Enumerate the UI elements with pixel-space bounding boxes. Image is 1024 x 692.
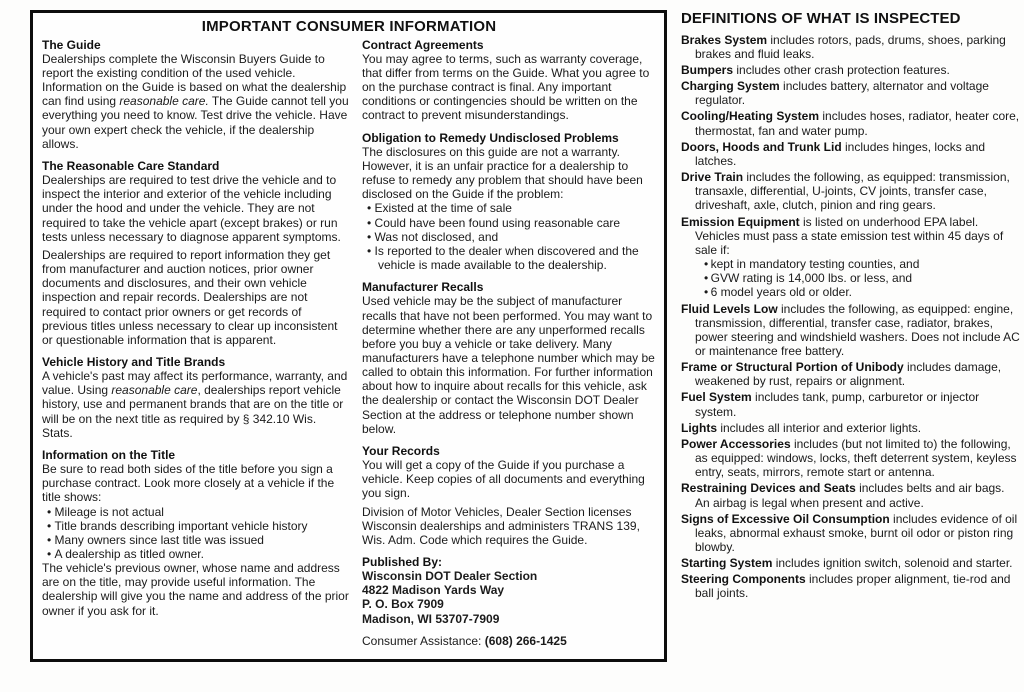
text-run: Dealerships complete the Wisconsin Buyers Guide to report the existing condition of the used vehicle. Information on the Guide is based on what the dealership can find using — [42, 51, 347, 109]
definition-text: includes ignition switch, solenoid and starter. — [775, 556, 1013, 571]
definition-item — [681, 360, 1021, 388]
section — [42, 448, 350, 618]
definition-item — [681, 170, 1021, 212]
definition-text: includes belts and air bags. An airbag is legal when present and active. — [695, 481, 1005, 510]
definition-item — [681, 215, 1021, 300]
definition-term: Power Accessories — [681, 436, 794, 451]
definition-item — [681, 437, 1021, 479]
bullet-item: • Is reported to the dealer when discovered and the vehicle is made available to the dealership. — [367, 244, 656, 272]
paragraph — [42, 369, 350, 440]
text-run: The Guide cannot tell you everything you need to know. Test drive the vehicle. Have your own expert check the vehicle, if the dealership allows. — [42, 94, 349, 151]
definition-text: includes battery, alternator and voltage regulator. — [695, 79, 989, 108]
definition-term: Steering Components — [681, 572, 810, 587]
definition-text: includes hoses, radiator, heater core, thermostat, fan and water pump. — [695, 109, 1020, 138]
consumer-info-title: IMPORTANT CONSUMER INFORMATION — [201, 18, 497, 35]
section-heading: Vehicle History and Title Brands — [42, 354, 226, 369]
bullet-item: • Title brands describing important vehicle history — [47, 519, 350, 533]
definition-term: Bumpers — [681, 63, 737, 77]
definition-term: Restraining Devices and Seats — [681, 481, 860, 496]
definition-item — [681, 390, 1021, 418]
text-run: (608) 266-1425 — [484, 633, 567, 648]
bullet-list — [362, 201, 656, 272]
definition-item — [681, 63, 1021, 77]
definition-text: includes other crash protection features. — [736, 63, 950, 77]
definition-term: Frame or Structural Portion of Unibody — [681, 360, 908, 375]
section — [362, 131, 656, 273]
definition-text: includes the following, as equipped: engine, transmission, differential, transfer case, radiator, brakes, power steering and windshield washers. Does not include AC or maintenance free battery. — [695, 301, 1020, 358]
definition-text: includes damage, weakened by rust, repairs or alignment. — [695, 360, 1002, 389]
definition-item — [681, 140, 1021, 168]
paragraph — [362, 294, 656, 436]
definition-term: Drive Train — [681, 170, 747, 185]
text-run: Dealerships are required to test drive the vehicle and to inspect the interior and exterior of the vehicle including under the hood and under the vehicle. They are not required to take the vehicle apart (except brakes) or run tests unless necessary to diagnose apparent symptoms. — [42, 173, 341, 244]
definition-term: Doors, Hoods and Trunk Lid — [681, 139, 846, 154]
bullet-item: • Existed at the time of sale — [367, 201, 656, 215]
definition-item — [681, 109, 1021, 137]
definitions-list — [681, 33, 1021, 601]
text-run: The vehicle's previous owner, whose name and address are on the title, may provide useful information. The dealership will give you the name and address of the prior owner if you ask for it. — [42, 561, 349, 618]
definition-item — [681, 556, 1021, 570]
paragraph — [362, 505, 656, 547]
section-heading: Contract Agreements — [362, 37, 484, 52]
bullet-item: • Mileage is not actual — [47, 505, 350, 519]
definition-term: Signs of Excessive Oil Consumption — [681, 511, 894, 526]
paragraph — [42, 173, 350, 244]
definition-term: Brakes System — [681, 32, 771, 47]
section — [362, 634, 656, 648]
definition-term: Lights — [681, 420, 721, 435]
bullet-list — [42, 505, 350, 562]
definition-bullet: • kept in mandatory testing counties, and — [695, 257, 1021, 271]
definition-term: Cooling/Heating System — [681, 109, 823, 124]
text-run: Dealerships are required to report information they get from manufacturer and auction notices, prior owner documents and disclosures, and their own vehicle inspection and repair records. Dealerships are not required to contact prior owners or get records of previous titles unless necessary to clear up inconsistent or questionable information that is apparent. — [42, 247, 338, 347]
definition-term: Charging System — [681, 79, 784, 94]
definition-text: includes hinges, locks and latches. — [695, 139, 986, 168]
definition-term: Emission Equipment — [681, 214, 804, 229]
definition-term: Fuel System — [681, 390, 756, 405]
text-run: The disclosures on this guide are not a warranty. However, it is an unfair practice for a dealership to refuse to remedy any problem that should have been disclosed on the Guide if the problem: — [362, 144, 643, 202]
address-line: P. O. Box 7909 — [362, 597, 444, 612]
paragraph — [362, 145, 656, 202]
section-heading: Manufacturer Recalls — [362, 280, 484, 295]
section — [42, 355, 350, 440]
definition-text: includes the following, as equipped: transmission, transaxle, differential, U-joints, CV joints, transfer case, driveshaft, axle, clutch, pinion and ring gears. — [695, 170, 1010, 213]
definition-text: includes tank, pump, carburetor or injector system. — [695, 390, 980, 419]
section-heading: Published By: — [362, 555, 443, 569]
section — [362, 38, 656, 123]
definition-item — [681, 512, 1021, 554]
address-line: 4822 Madison Yards Way — [362, 583, 505, 598]
definitions-title: DEFINITIONS OF WHAT IS INSPECTED — [681, 10, 961, 27]
definition-term: Fluid Levels Low — [681, 301, 782, 316]
definition-text: includes rotors, pads, drums, shoes, parking brakes and fluid leaks. — [695, 32, 1006, 61]
definitions-panel — [681, 8, 1021, 601]
address-line: Madison, WI 53707-7909 — [362, 611, 500, 626]
definition-item — [681, 421, 1021, 435]
section-heading: Your Records — [362, 443, 440, 458]
paragraph — [362, 634, 656, 648]
section-heading: Obligation to Remedy Undisclosed Problems — [362, 130, 619, 145]
paragraph — [362, 458, 656, 500]
paragraph — [42, 248, 350, 347]
text-run: Be sure to read both sides of the title before you sign a purchase contract. Look more closely at a vehicle if the title shows: — [42, 462, 335, 505]
section — [42, 159, 350, 347]
section-heading: Information on the Title — [42, 447, 176, 462]
text-run: , dealerships report vehicle history, use and permanent brands that are on the title or will be on the next title as required by § 342.10 Wis. Stats. — [42, 383, 344, 440]
bullet-item: • Many owners since last title was issued — [47, 533, 350, 547]
section — [362, 555, 656, 626]
paragraph — [42, 462, 350, 504]
bullet-item: • Could have been found using reasonable care — [367, 216, 656, 230]
definition-text: includes evidence of oil leaks, abnormal exhaust smoke, burnt oil odor or piston ring blowby. — [695, 511, 1018, 554]
paragraph — [42, 52, 350, 151]
consumer-info-column-1 — [42, 38, 350, 648]
definition-bullet: • GVW rating is 14,000 lbs. or less, and — [695, 271, 1021, 285]
address-line: Wisconsin DOT Dealer Section — [362, 569, 538, 584]
text-run: A vehicle's past may affect its performance, warranty, and value. Using — [42, 369, 348, 398]
paragraph — [362, 52, 656, 123]
definition-text: is listed on underhood EPA label. Vehicles must pass a state emission test within 45 days of sale if: — [695, 214, 1004, 257]
bullet-item: • Was not disclosed, and — [367, 230, 656, 244]
paragraph — [42, 561, 350, 618]
text-run: Used vehicle may be the subject of manufacturer recalls that have not been performed. You may want to determine whether there are any unperformed recalls before you buy a vehicle or take delivery. Many manufacturers have a telephone number which may be called to obtain this information. For further information about how to inquire about recalls for this vehicle, ask the dealership or contact the Wisconsin DOT Dealer Section at the address or telephone number shown below. — [362, 294, 655, 436]
text-run: You may agree to terms, such as warranty coverage, that differ from terms on the Guide. What you agree to on the purchase contract is final. Any important conditions or contingencies should be written on the contract to prevent misunderstandings. — [362, 51, 650, 123]
definition-term: Starting System — [681, 556, 776, 571]
definition-bullets — [695, 257, 1021, 299]
definition-item — [681, 33, 1021, 61]
section — [362, 444, 656, 547]
text-run: reasonable care — [111, 383, 198, 398]
definition-item — [681, 79, 1021, 107]
definition-item — [681, 481, 1021, 509]
section — [362, 280, 656, 436]
bullet-item: • A dealership as titled owner. — [47, 547, 350, 561]
text-run: Consumer Assistance: — [362, 633, 485, 648]
definition-bullet: • 6 model years old or older. — [695, 285, 1021, 299]
definition-text: includes (but not limited to) the following, as equipped: windows, locks, theft deterrent system, keyless entry, seats, mirrors, remote start or antenna. — [695, 436, 1017, 480]
section — [42, 38, 350, 151]
consumer-info-columns — [42, 38, 656, 648]
consumer-info-column-2 — [362, 38, 656, 648]
text-run: You will get a copy of the Guide if you purchase a vehicle. Keep copies of all documents and everything you sign. — [362, 458, 645, 501]
definition-text: includes proper alignment, tie-rod and ball joints. — [695, 572, 1011, 601]
definition-item — [681, 302, 1021, 359]
definition-item — [681, 572, 1021, 600]
section-heading: The Reasonable Care Standard — [42, 158, 220, 173]
definition-text: includes all interior and exterior lights. — [720, 420, 922, 435]
text-run: reasonable care. — [119, 94, 209, 109]
consumer-info-box — [30, 10, 667, 662]
section-heading: The Guide — [42, 37, 101, 52]
text-run: Division of Motor Vehicles, Dealer Section licenses Wisconsin dealerships and administers TRANS 139, Wis. Adm. Code which requires the Guide. — [362, 504, 640, 547]
